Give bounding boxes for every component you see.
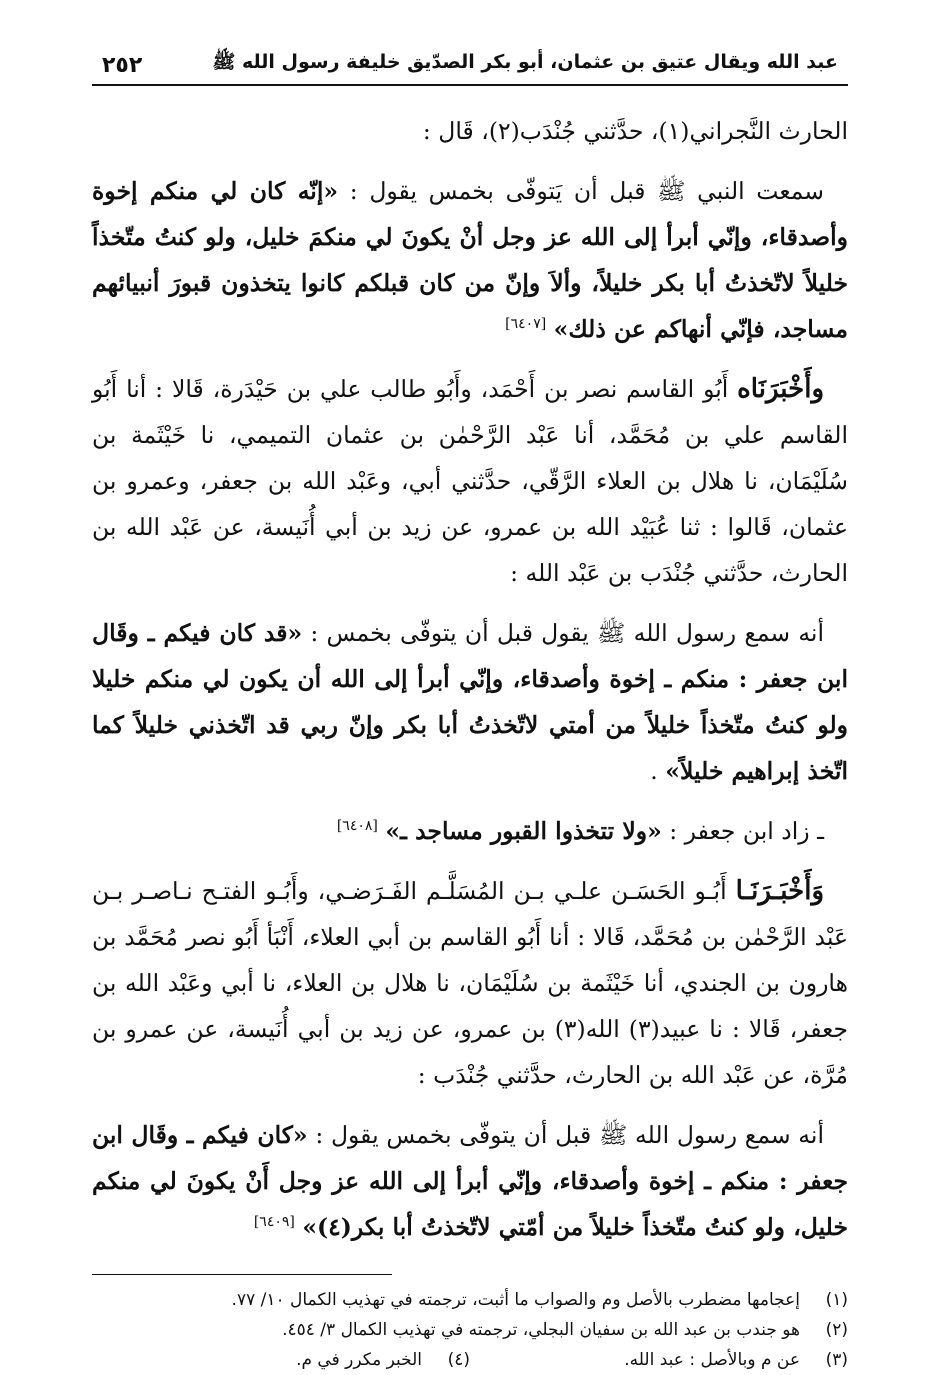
footnote-number: (٤)	[447, 1350, 470, 1370]
lead-word: وأَخْبَرَنَاه	[737, 374, 824, 404]
paragraph-2	[92, 168, 848, 352]
page-header	[92, 50, 848, 86]
footnote-number: (٣)	[825, 1350, 848, 1370]
paragraph-text: الحارث النَّجراني(١)، حدَّثني جُنْدَب(٢)، قَال :	[422, 117, 848, 145]
footnote-text: الخبر مكرر في م.	[296, 1350, 422, 1370]
paragraph-6	[92, 868, 848, 1098]
isnad-text: أَبُـو الحَسَـن علـي بـن المُسَلَّـم الفَـرَضـي، وأَبُـو الفتـح نـاصـر بـن عَبْد الرَّحْمٰن بن مُحَمَّد، قَالا : أنا أَبُو القاسم بن أبي العلاء، أَنْبَأ أَبُو نصر مُحَمَّد بن هارون بن الجندي، أنا خَيْثَمة بن سُلَيْمَان، نا هلال بن العلاء، نا أبي وعَبْد الله بن جعفر، قَالا : نا عبيد(٣) الله(٣) بن عمرو، عن زيد بن أبي أُنَيسة، عن عمرو بن مُرَّة، عن عَبْد الله بن الحارث، حدَّثني جُنْدَب :	[92, 877, 848, 1089]
hadith-quote: «قد كان فيكم ـ وقَال ابن جعفر : منكم ـ إخوة وأصدقاء، وإنّي أبرأ إلى الله أن يكون لي منكم خليلا ولو كنتُ متّخذاً خليلاً من أمتي لاتّخذتُ أبا بكر وإنّ ربي قد اتّخذني خليلاً كما اتّخذ إبراهيم خليلاً»	[92, 619, 848, 785]
main-text	[92, 108, 848, 1250]
footnote-3	[470, 1345, 848, 1375]
isnad-text: أَبُو القاسم نصر بن أَحْمَد، وأَبُو طالب علي بن حَيْدَرة، قَالا : أنا أَبُو القاسم علي بن مُحَمَّد، أنا عَبْد الرَّحْمٰن بن عثمان التميمي، نا خَيْثَمة بن سُلَيْمَان، نا هلال بن العلاء الرَّقّي، حدَّثني أبي، وعَبْد الله بن جعفر، وعمرو بن عثمان، قَالوا : ثنا عُبَيْد الله بن عمرو، عن زيد بن أبي أُنَيسة، عن عَبْد الله بن الحارث، حدَّثني جُنْدَب بن عَبْد الله :	[92, 375, 848, 587]
footnote-row	[92, 1345, 848, 1375]
paragraph-4	[92, 610, 848, 794]
hadith-quote: «إنّه كان لي منكم إخوة وأصدقاء، وإنّي أبرأ إلى الله عز وجل أنْ يكونَ لي منكمَ خليل، ولو كنتُ متّخذاً خليلاً لاتّخذتُ أبا بكر خليلاً، وألاَ وإنّ من كان قبلكم كانوا يتخذون قبورَ أنبيائهم مساجد، فإنّي أنهاكم عن ذلك»	[92, 177, 848, 343]
footnote-text: هو جندب بن عبد الله بن سفيان البجلي، ترجمته في تهذيب الكمال ٣/ ٤٥٤.	[282, 1320, 800, 1340]
running-title: عبد الله ويقال عتيق بن عثمان، أبو بكر الصدّيق خليفة رسول الله ﷺ	[212, 51, 838, 73]
page-number: ٢٥٢	[102, 53, 143, 78]
footnote-2	[92, 1315, 848, 1345]
paragraph-3	[92, 366, 848, 596]
hadith-ref: [٦٤٠٨]	[336, 818, 378, 835]
hadith-ref: [٦٤٠٩]	[253, 1214, 295, 1231]
hadith-intro: أنه سمع رسول الله ﷺ قبل أن يتوفّى بخمس يقول :	[315, 1121, 824, 1149]
hadith-ref: .	[650, 757, 658, 785]
hadith-intro: سمعت النبي ﷺ قبل أن يَتوفّى بخمس يقول :	[349, 177, 824, 205]
footnote-1	[92, 1285, 848, 1315]
footnote-separator	[92, 1274, 392, 1275]
hadith-ref: [٦٤٠٧]	[505, 316, 547, 333]
footnotes	[92, 1285, 848, 1375]
hadith-quote: «كان فيكم ـ وقَال ابن جعفر : منكم ـ إخوة وأصدقاء، وإنّي أبرأ إلى الله عز وجل أَنْ يكونَ لي منكم خليل، ولو كنتُ متّخذاً خليلاً من أمّتي لاتّخذتُ أبا بكر(٤)»	[92, 1121, 848, 1241]
hadith-intro: أنه سمع رسول الله ﷺ يقول قبل أن يتوفّى بخمس :	[310, 619, 824, 647]
hadith-intro: ـ زاد ابن جعفر :	[669, 817, 824, 845]
hadith-quote: «ولا تتخذوا القبور مساجد ـ»	[385, 817, 662, 845]
paragraph-5	[92, 808, 848, 854]
lead-word: وَأَخْبَـرَنَـا	[735, 876, 824, 906]
paragraph-1	[92, 108, 848, 154]
footnote-text: إعجامها مضطرب بالأصل وم والصواب ما أثبت، ترجمته في تهذيب الكمال ١٠/ ٧٧.	[231, 1290, 800, 1310]
footnote-number: (١)	[825, 1290, 848, 1310]
footnote-text: عن م وبالأصل : عبد الله.	[624, 1350, 800, 1370]
paragraph-7	[92, 1112, 848, 1250]
footnote-4	[92, 1345, 470, 1375]
footnote-number: (٢)	[825, 1320, 848, 1340]
